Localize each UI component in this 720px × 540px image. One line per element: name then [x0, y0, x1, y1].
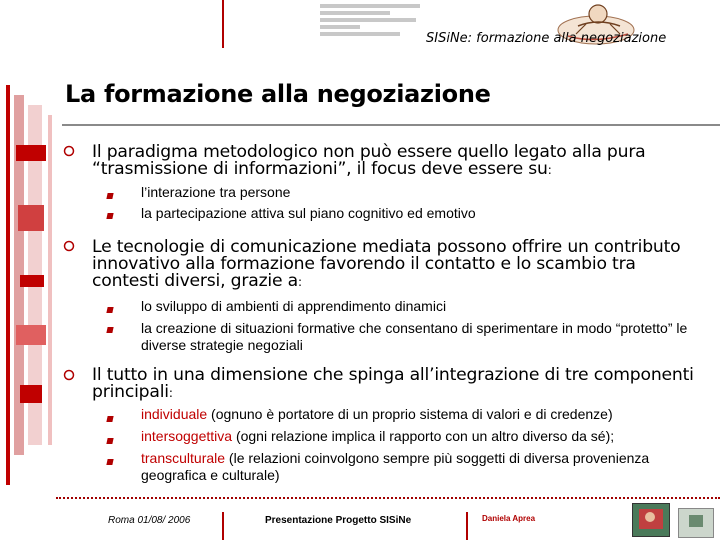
- footer-separator: [466, 512, 468, 540]
- bullet-text: Il tutto in una dimensione che spinga all’integrazione di tre componenti principali:: [92, 365, 694, 402]
- header-title: SISiNe: formazione alla negoziazione: [426, 31, 667, 46]
- square-bullet-icon: [106, 213, 113, 219]
- square-bullet-icon: [106, 327, 113, 333]
- bullet-text: Le tecnologie di comunicazione mediata possono offrire un contributo innovativo alla formazione favorendo il contatto e lo scambio tra contesti diversi, grazie a:: [92, 237, 681, 291]
- sub-bullet-text: individuale (ognuno è portatore di un proprio sistema di valori e di credenze): [141, 406, 613, 422]
- left-decoration-banner: [0, 85, 66, 485]
- footer-photo-thumbnail: [632, 503, 670, 537]
- circle-bullet-icon: [62, 367, 78, 383]
- square-bullet-icon: [106, 416, 113, 422]
- sub-bullet-text: transculturale (le relazioni coinvolgono sempre più soggetti di diversa provenienza geografica e culturale): [141, 450, 650, 483]
- slide-title: La formazione alla negoziazione: [65, 80, 491, 108]
- footer-logo-thumbnail: [678, 508, 714, 538]
- footer-presentation-title: Presentazione Progetto SISiNe: [265, 515, 412, 526]
- term-intersoggettiva: intersoggettiva: [141, 428, 233, 444]
- circle-bullet-icon: [62, 143, 78, 159]
- sub-bullet-text: la partecipazione attiva sul piano cognitivo ed emotivo: [141, 205, 476, 221]
- header-decoration-stripes: [320, 4, 428, 38]
- square-bullet-icon: [106, 459, 113, 465]
- square-bullet-icon: [106, 307, 113, 313]
- footer-date: Roma 01/08/ 2006: [108, 515, 191, 526]
- sub-bullet-text: la creazione di situazioni formative che consentano di sperimentare in modo “protetto” le diverse strategie negoziali: [141, 320, 688, 353]
- circle-bullet-icon: [62, 238, 78, 254]
- sub-bullet-text: lo sviluppo di ambienti di apprendimento dinamici: [141, 298, 447, 314]
- footer-author: Daniela Aprea: [482, 514, 536, 523]
- title-underline: [62, 124, 720, 126]
- footer-separator: [222, 512, 224, 540]
- footer-divider: [56, 497, 720, 499]
- bullet-text: Il paradigma metodologico non può essere quello legato alla pura “trasmissione di informazioni”, il focus deve essere su:: [92, 142, 646, 179]
- term-transculturale: transculturale: [141, 450, 226, 466]
- header-divider: [222, 0, 224, 48]
- sub-bullet-text: l’interazione tra persone: [141, 184, 291, 200]
- term-individuale: individuale: [141, 406, 208, 422]
- sub-bullet-text: intersoggettiva (ogni relazione implica il rapporto con un altro diverso da sé);: [141, 428, 615, 444]
- square-bullet-icon: [106, 438, 113, 444]
- square-bullet-icon: [106, 193, 113, 199]
